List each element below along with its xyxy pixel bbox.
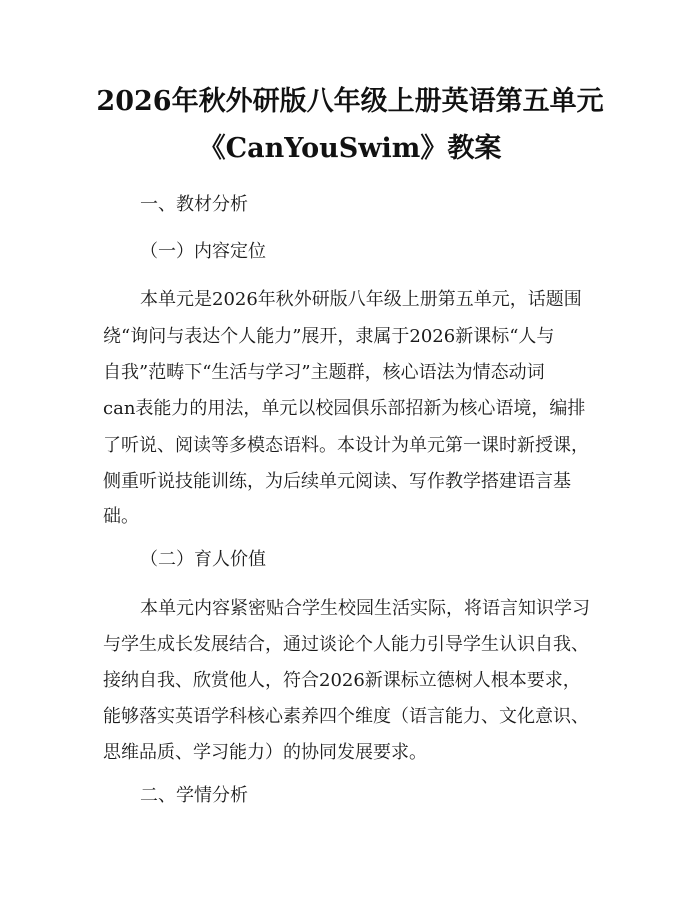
paragraph-line: 本单元是2026年秋外研版八年级上册第五单元，话题围	[140, 289, 582, 310]
subsection-heading-content-positioning: （一）内容定位	[140, 241, 266, 262]
section-heading-teaching-material-analysis: 一、教材分析	[140, 194, 248, 215]
paragraph-line: 础。	[103, 506, 139, 527]
paragraph-line: 了听说、阅读等多模态语料。本设计为单元第一课时新授课，	[103, 435, 589, 456]
document-title-line-2: 《CanYouSwim》教案	[198, 133, 502, 164]
subsection-heading-educational-value: （二）育人价值	[140, 549, 266, 570]
paragraph-line: 本单元内容紧密贴合学生校园生活实际，将语言知识学习	[140, 598, 590, 619]
paragraph-line: 能够落实英语学科核心素养四个维度（语言能力、文化意识、	[103, 706, 589, 727]
paragraph-line: 思维品质、学习能力）的协同发展要求。	[103, 742, 427, 763]
paragraph-line: 绕“询问与表达个人能力”展开，隶属于2026新课标“人与	[103, 326, 555, 347]
paragraph-line: 接纳自我、欣赏他人，符合2026新课标立德树人根本要求，	[103, 670, 581, 691]
section-heading-student-analysis: 二、学情分析	[140, 785, 248, 806]
paragraph-line: 自我”范畴下“生活与学习”主题群，核心语法为情态动词	[103, 362, 545, 383]
paragraph-line: 与学生成长发展结合，通过谈论个人能力引导学生认识自我、	[103, 634, 589, 655]
paragraph-line: 侧重听说技能训练，为后续单元阅读、写作教学搭建语言基	[103, 471, 571, 492]
document-title-line-1: 2026年秋外研版八年级上册英语第五单元	[96, 86, 604, 117]
paragraph-line: can表能力的用法，单元以校园俱乐部招新为核心语境，编排	[103, 398, 586, 419]
